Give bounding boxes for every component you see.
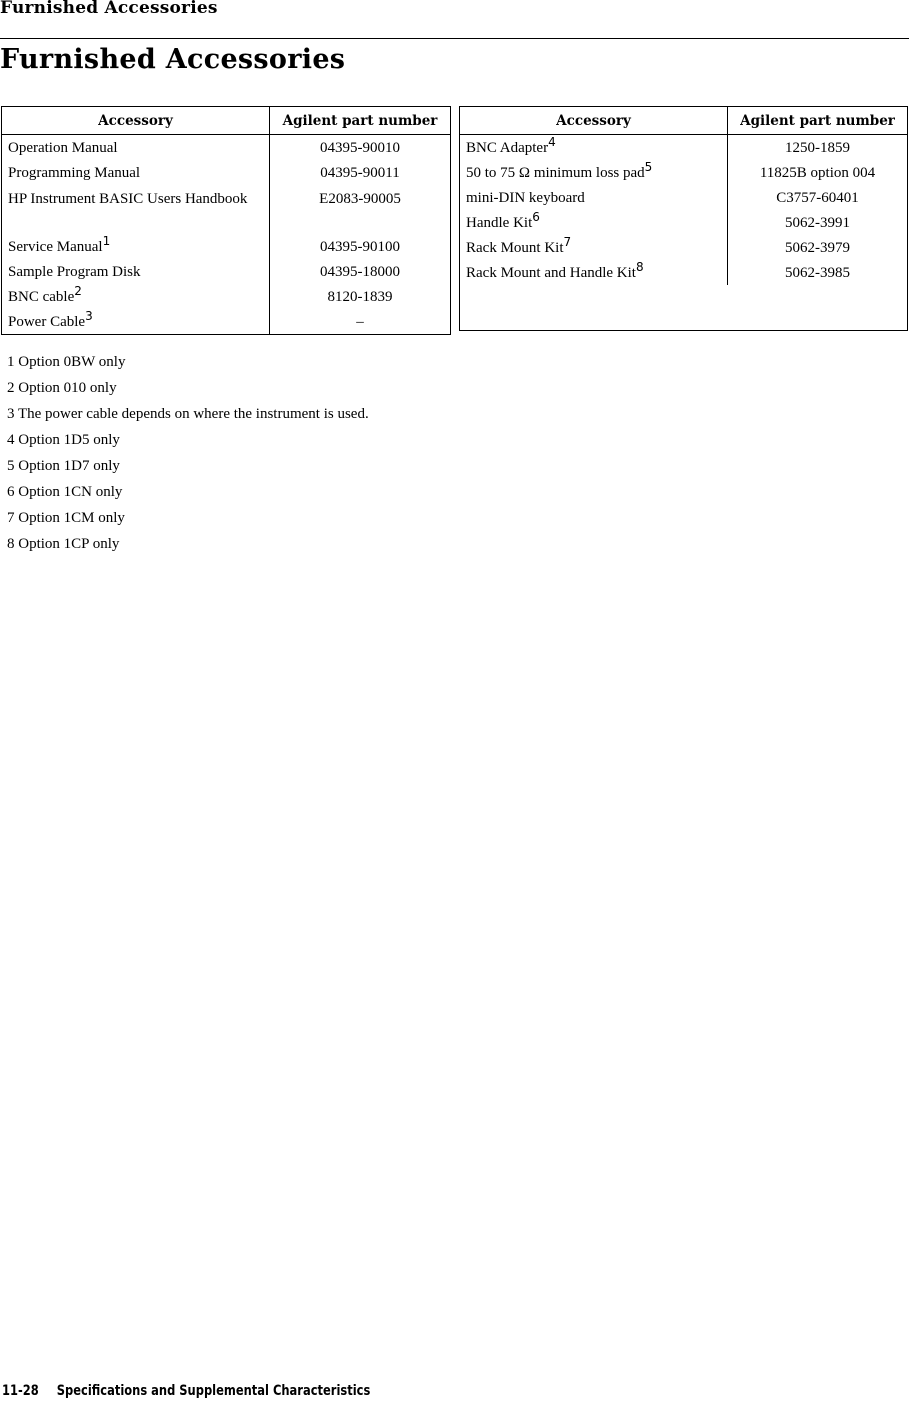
footnote-marker: 6 xyxy=(532,209,540,224)
footnote-marker: 8 xyxy=(635,259,644,274)
footnote-marker: 7 xyxy=(563,234,572,249)
accessory-name: Service Manual$^1$ xyxy=(2,234,270,259)
table-row xyxy=(2,160,451,185)
part-number: 5062-3991 xyxy=(785,214,850,231)
accessories-table-left xyxy=(1,106,451,335)
column-header-part-number: Agilent part number xyxy=(728,107,908,135)
column-header-accessory: Accessory xyxy=(460,107,728,135)
accessory-name: Power Cable$^3$ xyxy=(2,309,270,335)
footnote: 8 Option 1CP only xyxy=(7,536,120,552)
part-number: – xyxy=(356,313,364,330)
accessory-name: 50 to 75 Ω minimum loss pad$^5$ xyxy=(460,160,728,185)
footnote: 7 Option 1CM only xyxy=(7,510,125,526)
footnote-marker: 5 xyxy=(644,159,653,174)
part-number: 8120-1839 xyxy=(327,288,393,305)
table-row xyxy=(460,260,908,285)
footnote: 1 Option 0BW only xyxy=(7,354,126,370)
table-row xyxy=(2,309,451,335)
footnote: 5 Option 1D7 only xyxy=(7,458,120,474)
accessory-name: Sample Program Disk xyxy=(2,259,270,284)
table-filler-row xyxy=(460,285,908,331)
table-row xyxy=(460,210,908,235)
accessory-name: Rack Mount Kit$^7$ xyxy=(460,235,728,260)
running-header-title: Furnished Accessories xyxy=(0,0,218,18)
footnote: 3 The power cable depends on where the instrument is used. xyxy=(7,406,369,422)
footnote-marker: 4 xyxy=(548,134,556,149)
part-number: 04395-90010 xyxy=(320,139,400,156)
footnote: 2 Option 010 only xyxy=(7,380,117,396)
part-number: 5062-3985 xyxy=(785,264,850,281)
table-row xyxy=(460,235,908,260)
part-number: 04395-90100 xyxy=(320,238,400,255)
section-title: Specifications and Supplemental Characteristics xyxy=(56,1383,371,1399)
footnote: 6 Option 1CN only xyxy=(7,484,123,500)
part-number: 11825B option 004 xyxy=(759,164,876,181)
accessory-name: Programming Manual xyxy=(2,160,270,185)
accessory-name: BNC cable$^2$ xyxy=(2,284,270,309)
column-header-part-number: Agilent part number xyxy=(270,107,451,135)
footnote-marker: 3 xyxy=(85,308,93,323)
table-row xyxy=(2,259,451,284)
accessories-table-right xyxy=(459,106,908,331)
accessory-name: mini-DIN keyboard xyxy=(460,185,728,210)
page-number: 11-28 xyxy=(2,1383,39,1399)
part-number: 04395-18000 xyxy=(320,263,400,280)
table-row xyxy=(460,135,908,161)
header-divider xyxy=(0,38,909,39)
table-row xyxy=(460,160,908,185)
page-title: Furnished Accessories xyxy=(0,44,346,75)
part-number: 04395-90011 xyxy=(320,164,400,181)
footnotes xyxy=(7,351,369,559)
footnote: 4 Option 1D5 only xyxy=(7,432,120,448)
table-row xyxy=(2,234,451,259)
page-footer xyxy=(2,1383,370,1399)
accessory-name: Rack Mount and Handle Kit$^8$ xyxy=(460,260,728,285)
accessory-name: Operation Manual xyxy=(2,135,270,161)
part-number: 5062-3979 xyxy=(785,239,850,256)
table-row xyxy=(2,135,451,161)
footnote-marker: 1 xyxy=(102,233,111,248)
accessory-name: HP Instrument BASIC Users Handbook xyxy=(2,185,270,234)
table-row xyxy=(2,284,451,309)
column-header-accessory: Accessory xyxy=(2,107,270,135)
table-row xyxy=(2,185,451,234)
table-row xyxy=(460,185,908,210)
part-number: C3757-60401 xyxy=(776,189,859,206)
part-number: 1250-1859 xyxy=(785,139,850,156)
accessory-name: Handle Kit$^6$ xyxy=(460,210,728,235)
accessory-name: BNC Adapter$^4$ xyxy=(460,135,728,161)
part-number: E2083-90005 xyxy=(319,191,401,207)
footnote-marker: 2 xyxy=(74,283,82,298)
